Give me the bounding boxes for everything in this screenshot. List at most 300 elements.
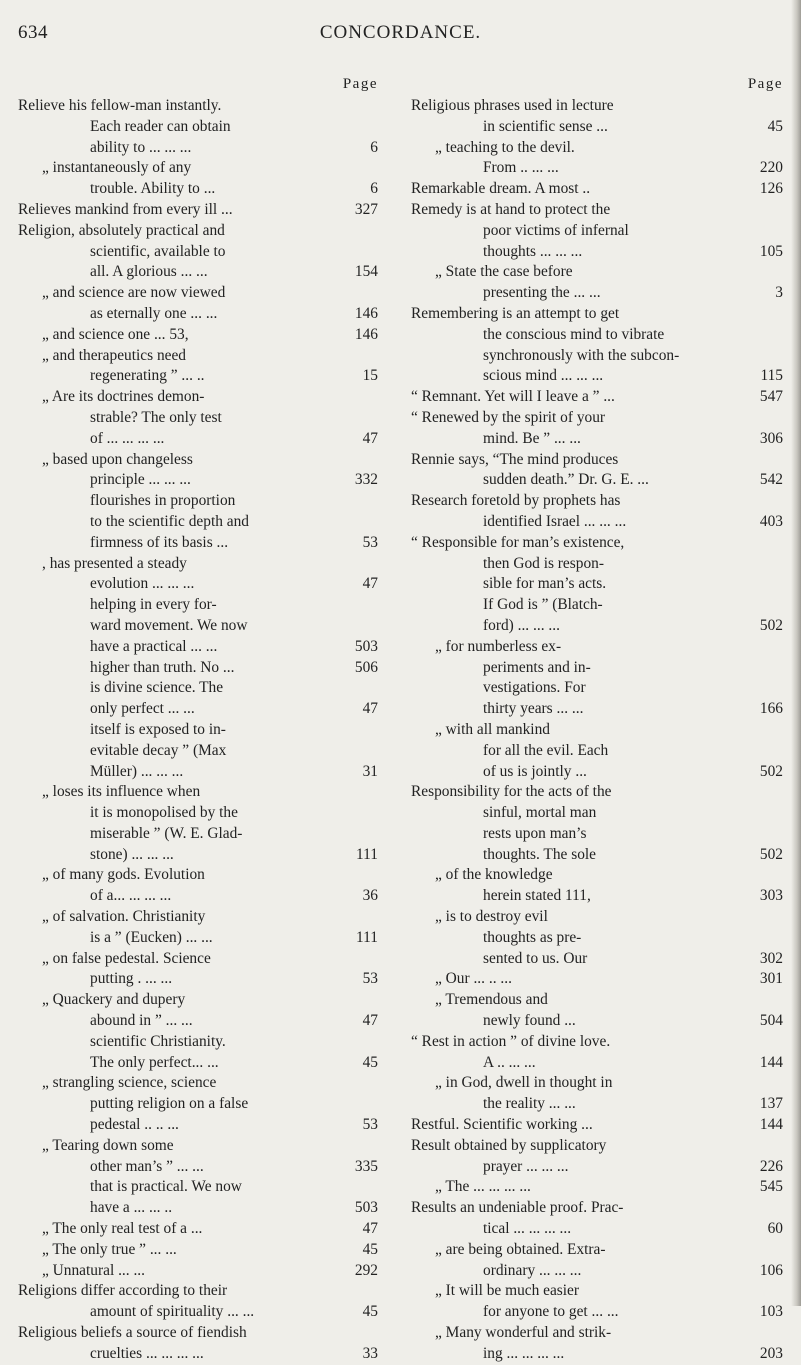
index-entry xyxy=(411,408,783,450)
page-number: 634 xyxy=(18,22,48,43)
page-reference: 105 xyxy=(759,242,783,260)
entry-line xyxy=(411,762,783,783)
entry-line xyxy=(411,1261,783,1282)
index-subentry xyxy=(411,865,783,907)
page-reference: 335 xyxy=(354,1157,378,1175)
index-subentry xyxy=(18,283,378,325)
entry-line xyxy=(18,720,378,741)
entry-text: flourishes in proportion xyxy=(90,492,236,510)
entry-line xyxy=(411,928,783,949)
entry-line xyxy=(411,699,783,720)
index-subentry xyxy=(18,782,378,865)
entry-line xyxy=(411,824,783,845)
entry-text: From .. ... ... xyxy=(483,159,559,177)
entry-line xyxy=(411,554,783,575)
entry-text: „ of salvation. Christianity xyxy=(42,908,206,926)
index-subentry xyxy=(18,325,378,346)
entry-line xyxy=(18,283,378,304)
page-reference: 111 xyxy=(356,845,378,863)
entry-text: „ The only true ” ... ... xyxy=(42,1240,177,1258)
entry-line xyxy=(18,616,378,637)
entry-line xyxy=(18,158,378,179)
entry-line xyxy=(411,512,783,533)
index-subentry xyxy=(18,990,378,1073)
page-reference: 111 xyxy=(356,928,378,946)
entry-text: „ and therapeutics need xyxy=(42,346,187,364)
index-subentry xyxy=(411,1177,783,1198)
entry-line xyxy=(411,325,783,346)
entry-text: sinful, mortal man xyxy=(483,804,597,822)
index-entry xyxy=(18,1323,378,1365)
page-reference: 144 xyxy=(759,1116,783,1134)
entry-line xyxy=(18,845,378,866)
page-reference: 47 xyxy=(362,1220,378,1238)
entry-text: Result obtained by supplicatory xyxy=(411,1136,607,1154)
entry-line xyxy=(411,907,783,928)
entry-text: „ with all mankind xyxy=(435,720,550,738)
entry-line xyxy=(411,720,783,741)
page-reference: 154 xyxy=(354,263,378,281)
page-reference: 45 xyxy=(362,1053,378,1071)
entry-text: that is practical. We now xyxy=(90,1178,242,1196)
entry-list xyxy=(411,96,783,1365)
index-subentry xyxy=(18,907,378,949)
index-subentry xyxy=(411,138,783,180)
entry-text: Responsibility for the acts of the xyxy=(411,783,612,801)
entry-text: poor victims of infernal xyxy=(483,221,629,239)
entry-line xyxy=(18,470,378,491)
entry-text: “ Renewed by the spirit of your xyxy=(411,408,606,426)
page-reference: 3 xyxy=(775,284,783,302)
entry-line xyxy=(411,1053,783,1074)
entry-text: ward movement. We now xyxy=(90,616,248,634)
entry-line xyxy=(18,782,378,803)
entry-line xyxy=(411,1344,783,1365)
page-reference: 332 xyxy=(354,471,378,489)
entry-text: „ and science are now viewed xyxy=(42,284,226,302)
entry-line xyxy=(18,325,378,346)
entry-line xyxy=(411,616,783,637)
entry-text: Results an undeniable proof. Prac- xyxy=(411,1199,624,1217)
entry-line xyxy=(411,574,783,595)
index-entry xyxy=(411,1136,783,1178)
entry-text: „ Quackery and dupery xyxy=(42,991,186,1009)
page-reference: 166 xyxy=(759,700,783,718)
entry-text: „ The ... ... ... ... xyxy=(435,1178,531,1196)
entry-text: of a... ... ... ... xyxy=(90,887,172,905)
entry-text: „ and science one ... 53, xyxy=(42,325,189,343)
entry-text: rests upon man’s xyxy=(483,824,587,842)
entry-text: identified Israel ... ... ... xyxy=(483,512,627,530)
entry-text: Müller) ... ... ... xyxy=(90,762,184,780)
entry-line xyxy=(18,304,378,325)
page-reference: 126 xyxy=(759,180,783,198)
entry-line xyxy=(18,346,378,367)
entry-line xyxy=(18,1198,378,1219)
entry-line xyxy=(18,969,378,990)
entry-line xyxy=(411,1094,783,1115)
index-entry xyxy=(411,200,783,262)
entry-text: mind. Be ” ... ... xyxy=(483,429,581,447)
entry-text: trouble. Ability to ... xyxy=(90,180,216,198)
entry-line xyxy=(18,1323,378,1344)
index-subentry xyxy=(18,1261,378,1282)
entry-text: helping in every for- xyxy=(90,596,217,614)
entry-text: to the scientific depth and xyxy=(90,512,249,530)
entry-line xyxy=(411,200,783,221)
entry-text: firmness of its basis ... xyxy=(90,533,229,551)
page-reference: 306 xyxy=(759,429,783,447)
page-reference: 327 xyxy=(354,200,378,218)
entry-line xyxy=(18,1177,378,1198)
entry-text: Research foretold by prophets has xyxy=(411,492,621,510)
page-reference: 303 xyxy=(759,887,783,905)
entry-text: of ... ... ... ... xyxy=(90,429,165,447)
entry-text: strable? The only test xyxy=(90,408,222,426)
entry-text: Remembering is an attempt to get xyxy=(411,304,620,322)
index-entry xyxy=(411,1198,783,1240)
index-entry xyxy=(411,96,783,138)
entry-line xyxy=(411,990,783,1011)
entry-line xyxy=(411,304,783,325)
entry-line xyxy=(18,741,378,762)
page-reference: 47 xyxy=(362,700,378,718)
entry-text: A .. ... ... xyxy=(483,1053,536,1071)
entry-line xyxy=(18,928,378,949)
column-page-label: Page xyxy=(342,76,378,92)
page-reference: 31 xyxy=(362,762,378,780)
entry-line xyxy=(18,262,378,283)
entry-text: scientific Christianity. xyxy=(90,1032,226,1050)
page-reference: 45 xyxy=(767,117,783,135)
entry-text: periments and in- xyxy=(483,658,591,676)
entry-text: have a ... ... .. xyxy=(90,1199,173,1217)
index-entry xyxy=(411,782,783,865)
entry-line xyxy=(18,200,378,221)
entry-text: the reality ... ... xyxy=(483,1095,576,1113)
entry-line xyxy=(18,138,378,159)
index-subentry xyxy=(18,865,378,907)
entry-text: pedestal .. .. ... xyxy=(90,1116,179,1134)
entry-text: presenting the ... ... xyxy=(483,284,601,302)
index-subentry xyxy=(411,1073,783,1115)
entry-line xyxy=(411,470,783,491)
page-reference: 547 xyxy=(759,388,783,406)
index-subentry xyxy=(411,907,783,969)
entry-line xyxy=(411,387,783,408)
entry-text: „ for numberless ex- xyxy=(435,637,562,655)
entry-line xyxy=(411,1323,783,1344)
page-reference: 203 xyxy=(759,1344,783,1362)
entry-text: „ Tremendous and xyxy=(435,991,548,1009)
entry-text: „ in God, dwell in thought in xyxy=(435,1074,613,1092)
entry-text: „ Are its doctrines demon- xyxy=(42,388,205,406)
entry-text: “ Remnant. Yet will I leave a ” ... xyxy=(411,388,615,406)
entry-line xyxy=(411,678,783,699)
entry-line xyxy=(411,242,783,263)
entry-text: have a practical ... ... xyxy=(90,637,218,655)
entry-line xyxy=(18,1302,378,1323)
entry-line xyxy=(411,1281,783,1302)
entry-text: only perfect ... ... xyxy=(90,700,195,718)
entry-line xyxy=(18,1032,378,1053)
entry-text: all. A glorious ... ... xyxy=(90,263,208,281)
entry-line xyxy=(411,408,783,429)
entry-text: „ on false pedestal. Science xyxy=(42,949,211,967)
entry-line xyxy=(411,658,783,679)
index-column-right xyxy=(411,76,783,1365)
entry-line xyxy=(411,782,783,803)
entry-line xyxy=(411,1157,783,1178)
index-subentry xyxy=(18,554,378,783)
entry-line xyxy=(18,1073,378,1094)
page-reference: 502 xyxy=(759,845,783,863)
entry-line xyxy=(18,574,378,595)
entry-text: „ is to destroy evil xyxy=(435,908,548,926)
entry-text: thoughts ... ... ... xyxy=(483,242,583,260)
page-reference: 53 xyxy=(362,533,378,551)
entry-text: Religious beliefs a source of fiendish xyxy=(18,1324,247,1342)
entry-text: ordinary ... ... ... xyxy=(483,1261,582,1279)
index-subentry xyxy=(18,949,378,991)
entry-line xyxy=(411,886,783,907)
entry-line xyxy=(411,1032,783,1053)
entry-text: sented to us. Our xyxy=(483,949,588,967)
page-reference: 504 xyxy=(759,1012,783,1030)
index-entry xyxy=(411,304,783,387)
entry-line xyxy=(411,1219,783,1240)
entry-line xyxy=(411,949,783,970)
index-subentry xyxy=(411,969,783,990)
entry-line xyxy=(18,242,378,263)
entry-text: „ It will be much easier xyxy=(435,1282,580,1300)
index-subentry xyxy=(411,720,783,782)
entry-text: „ of many gods. Evolution xyxy=(42,866,205,884)
index-subentry xyxy=(411,262,783,304)
page-reference: 53 xyxy=(362,1116,378,1134)
entry-text: „ Many wonderful and strik- xyxy=(435,1324,612,1342)
page-edge-shadow xyxy=(791,0,801,1306)
entry-line xyxy=(411,1136,783,1157)
index-subentry xyxy=(411,1240,783,1282)
entry-line xyxy=(18,1261,378,1282)
entry-line xyxy=(411,366,783,387)
entry-line xyxy=(411,637,783,658)
entry-text: thoughts as pre- xyxy=(483,928,582,946)
entry-line xyxy=(18,658,378,679)
index-entry xyxy=(411,491,783,533)
entry-line xyxy=(18,595,378,616)
entry-text: scious mind ... ... ... xyxy=(483,367,604,385)
index-entry xyxy=(18,200,378,221)
entry-text: herein stated 111, xyxy=(483,887,591,905)
entry-text: Religions differ according to their xyxy=(18,1282,228,1300)
entry-line xyxy=(18,990,378,1011)
entry-line xyxy=(18,699,378,720)
entry-text: as eternally one ... ... xyxy=(90,304,218,322)
entry-line xyxy=(411,283,783,304)
entry-text: vestigations. For xyxy=(483,679,586,697)
entry-line xyxy=(18,429,378,450)
entry-text: „ Our ... .. ... xyxy=(435,970,512,988)
entry-text: principle ... ... ... xyxy=(90,471,191,489)
index-subentry xyxy=(18,1240,378,1261)
entry-text: thirty years ... ... xyxy=(483,700,584,718)
entry-line xyxy=(18,554,378,575)
page-reference: 53 xyxy=(362,970,378,988)
entry-line xyxy=(18,1094,378,1115)
running-title: CONCORDANCE. xyxy=(319,22,482,43)
entry-text: „ The only real test of a ... xyxy=(42,1220,203,1238)
entry-text: other man’s ” ... ... xyxy=(90,1157,204,1175)
page-reference: 144 xyxy=(759,1053,783,1071)
entry-text: regenerating ” ... .. xyxy=(90,367,205,385)
entry-line xyxy=(18,803,378,824)
entry-line xyxy=(411,158,783,179)
entry-line xyxy=(411,346,783,367)
entry-line xyxy=(18,637,378,658)
entry-line xyxy=(18,1219,378,1240)
entry-line xyxy=(411,865,783,886)
page-reference: 403 xyxy=(759,512,783,530)
entry-line xyxy=(411,845,783,866)
index-entry xyxy=(411,1115,783,1136)
entry-text: Relieves mankind from every ill ... xyxy=(18,200,233,218)
entry-text: ford) ... ... ... xyxy=(483,616,560,634)
entry-line xyxy=(411,1011,783,1032)
page-reference: 226 xyxy=(759,1157,783,1175)
index-entry xyxy=(411,1032,783,1074)
entry-line xyxy=(18,491,378,512)
entry-line xyxy=(411,450,783,471)
entry-text: Each reader can obtain xyxy=(90,117,231,135)
index-subentry xyxy=(18,1219,378,1240)
page-reference: 6 xyxy=(370,180,378,198)
entry-line xyxy=(18,387,378,408)
entry-text: for all the evil. Each xyxy=(483,741,609,759)
entry-text: scientific, available to xyxy=(90,242,226,260)
entry-line xyxy=(411,221,783,242)
page-reference: 106 xyxy=(759,1261,783,1279)
entry-text: „ instantaneously of any xyxy=(42,159,192,177)
entry-text: then God is respon- xyxy=(483,554,604,572)
index-subentry xyxy=(18,1073,378,1135)
index-entry xyxy=(18,1281,378,1323)
entry-text: itself is exposed to in- xyxy=(90,720,226,738)
page-reference: 47 xyxy=(362,429,378,447)
page-reference: 15 xyxy=(362,367,378,385)
page-reference: 47 xyxy=(362,1012,378,1030)
entry-text: sudden death.” Dr. G. E. ... xyxy=(483,471,649,489)
entry-text: „ Tearing down some xyxy=(42,1136,174,1154)
entry-line xyxy=(411,117,783,138)
entry-line xyxy=(18,949,378,970)
entry-text: „ State the case before xyxy=(435,263,573,281)
entry-text: miserable ” (W. E. Glad- xyxy=(90,824,243,842)
entry-text: ability to ... ... ... xyxy=(90,138,192,156)
index-entry xyxy=(411,450,783,492)
entry-line xyxy=(411,1115,783,1136)
entry-line xyxy=(18,533,378,554)
entry-text: amount of spirituality ... ... xyxy=(90,1303,255,1321)
entry-line xyxy=(18,1240,378,1261)
index-entry xyxy=(18,221,378,283)
entry-line xyxy=(411,1240,783,1261)
entry-line xyxy=(411,533,783,554)
index-entry xyxy=(411,387,783,408)
entry-text: Religious phrases used in lecture xyxy=(411,97,614,114)
entry-line xyxy=(411,179,783,200)
entry-text: evitable decay ” (Max xyxy=(90,741,227,759)
entry-line xyxy=(18,96,378,117)
entry-text: is a ” (Eucken) ... ... xyxy=(90,928,213,946)
index-subentry xyxy=(18,158,378,200)
page-reference: 503 xyxy=(354,1199,378,1217)
entry-line xyxy=(18,512,378,533)
entry-text: prayer ... ... ... xyxy=(483,1157,569,1175)
entry-line xyxy=(411,1198,783,1219)
entry-text: higher than truth. No ... xyxy=(90,658,235,676)
entry-text: „ Unnatural ... ... xyxy=(42,1261,145,1279)
entry-line xyxy=(18,1053,378,1074)
index-entry xyxy=(18,96,378,158)
entry-line xyxy=(18,678,378,699)
entry-text: for anyone to get ... ... xyxy=(483,1303,619,1321)
entry-text: The only perfect... ... xyxy=(90,1053,219,1071)
page-reference: 545 xyxy=(759,1178,783,1196)
index-subentry xyxy=(18,450,378,554)
entry-text: Remedy is at hand to protect the xyxy=(411,200,611,218)
page-reference: 146 xyxy=(354,304,378,322)
index-subentry xyxy=(411,990,783,1032)
entry-text: sible for man’s acts. xyxy=(483,575,607,593)
entry-text: , has presented a steady xyxy=(42,554,187,572)
entry-text: in scientific sense ... xyxy=(483,117,608,135)
entry-text: “ Rest in action ” of divine love. xyxy=(411,1032,611,1050)
page-reference: 502 xyxy=(759,762,783,780)
entry-line xyxy=(411,969,783,990)
entry-text: Religion, absolutely practical and xyxy=(18,221,225,239)
entry-text: tical ... ... ... ... xyxy=(483,1220,572,1238)
entry-text: “ Responsible for man’s existence, xyxy=(411,533,625,551)
entry-text: „ are being obtained. Extra- xyxy=(435,1240,606,1258)
entry-line xyxy=(18,408,378,429)
entry-list xyxy=(18,96,378,1365)
entry-text: the conscious mind to vibrate xyxy=(483,325,665,343)
entry-line xyxy=(411,429,783,450)
entry-text: it is monopolised by the xyxy=(90,804,238,822)
entry-line xyxy=(411,803,783,824)
page-reference: 542 xyxy=(759,471,783,489)
entry-line xyxy=(411,96,783,117)
page-reference: 60 xyxy=(767,1220,783,1238)
entry-text: putting . ... ... xyxy=(90,970,173,988)
entry-text: Rennie says, “The mind produces xyxy=(411,450,619,468)
entry-text: ing ... ... ... ... xyxy=(483,1344,565,1362)
column-page-label: Page xyxy=(747,76,783,92)
entry-text: „ of the knowledge xyxy=(435,866,553,884)
index-subentry xyxy=(18,1136,378,1219)
index-entry xyxy=(411,179,783,200)
index-entry xyxy=(411,533,783,637)
entry-text: putting religion on a false xyxy=(90,1095,249,1113)
page-reference: 103 xyxy=(759,1303,783,1321)
entry-line xyxy=(411,491,783,512)
page-reference: 502 xyxy=(759,616,783,634)
page-reference: 292 xyxy=(354,1261,378,1279)
entry-line xyxy=(18,1136,378,1157)
entry-text: „ loses its influence when xyxy=(42,783,201,801)
